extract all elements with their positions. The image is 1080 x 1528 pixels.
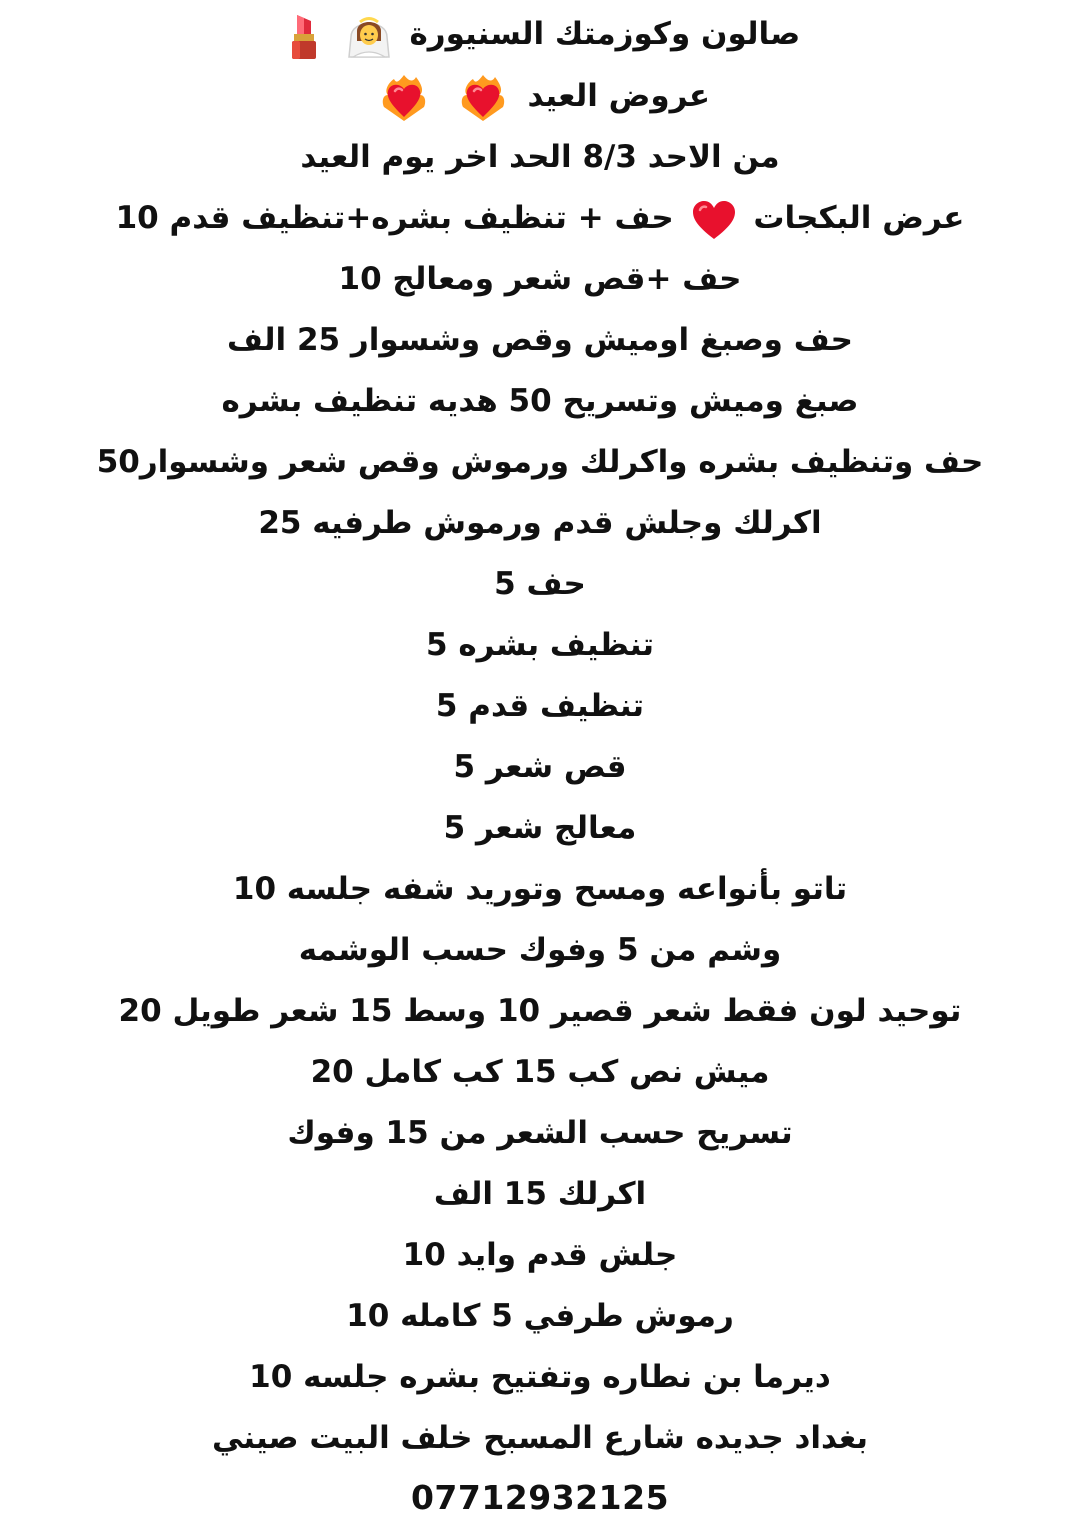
offers-subtitle: عروض العيد	[527, 78, 711, 114]
bride-icon	[345, 11, 393, 61]
offer-item: اكرلك 15 الف	[433, 1176, 647, 1212]
offer-item: صبغ وميش وتسريح 50 هديه تنظيف بشره	[221, 383, 859, 419]
offer-item: تسريح حسب الشعر من 15 وفوك	[287, 1115, 793, 1151]
offer-item: اكرلك وجلش قدم ورموش طرفيه 25	[258, 505, 822, 541]
salon-title-line	[40, 4, 1040, 65]
offer-item: جلش قدم وايد 10	[402, 1237, 678, 1273]
offer-item: معالج شعر 5	[443, 810, 637, 846]
offer-item: ديرما بن نطاره وتفتيح بشره جلسه 10	[249, 1359, 831, 1395]
fire-heart-icon	[459, 73, 507, 123]
package-offer-line	[40, 188, 1040, 249]
fire-heart-icon	[380, 73, 428, 123]
lipstick-icon	[286, 11, 322, 61]
heart-icon	[691, 199, 737, 241]
offer-item: تنظيف بشره 5	[426, 627, 654, 663]
phone-number[interactable]: 07712932125	[410, 1478, 670, 1517]
package-offer-text: حف + تنظيف بشره+تنظيف قدم 10	[115, 200, 674, 236]
offer-item: حف 5	[494, 566, 586, 602]
offer-item: حف وتنظيف بشره واكرلك ورموش وقص شعر وشسوار50	[96, 444, 984, 480]
offer-item: توحيد لون فقط شعر قصير 10 وسط 15 شعر طويل 20	[118, 993, 962, 1029]
offer-item: تنظيف قدم 5	[435, 688, 645, 724]
offers-subtitle-line	[40, 66, 1040, 127]
offer-item: رموش طرفي 5 كامله 10	[346, 1298, 734, 1334]
package-offer-label: عرض البكجات	[753, 200, 965, 236]
offer-dates: من الاحد 8/3 الحد اخر يوم العيد	[300, 139, 780, 175]
offer-item: وشم من 5 وفوك حسب الوشمه	[298, 932, 782, 968]
salon-address: بغداد جديده شارع المسبح خلف البيت صيني	[211, 1420, 869, 1456]
offer-item: ميش نص كب 15 كب كامل 20	[310, 1054, 770, 1090]
offer-item: تاتو بأنواعه ومسح وتوريد شفه جلسه 10	[232, 871, 848, 907]
offer-item: حف +قص شعر ومعالج 10	[338, 261, 742, 297]
salon-title: صالون وكوزمتك السنيورة	[409, 16, 801, 52]
offer-item: حف وصبغ اوميش وقص وشسوار 25 الف	[226, 322, 854, 358]
offer-item: قص شعر 5	[453, 749, 627, 785]
